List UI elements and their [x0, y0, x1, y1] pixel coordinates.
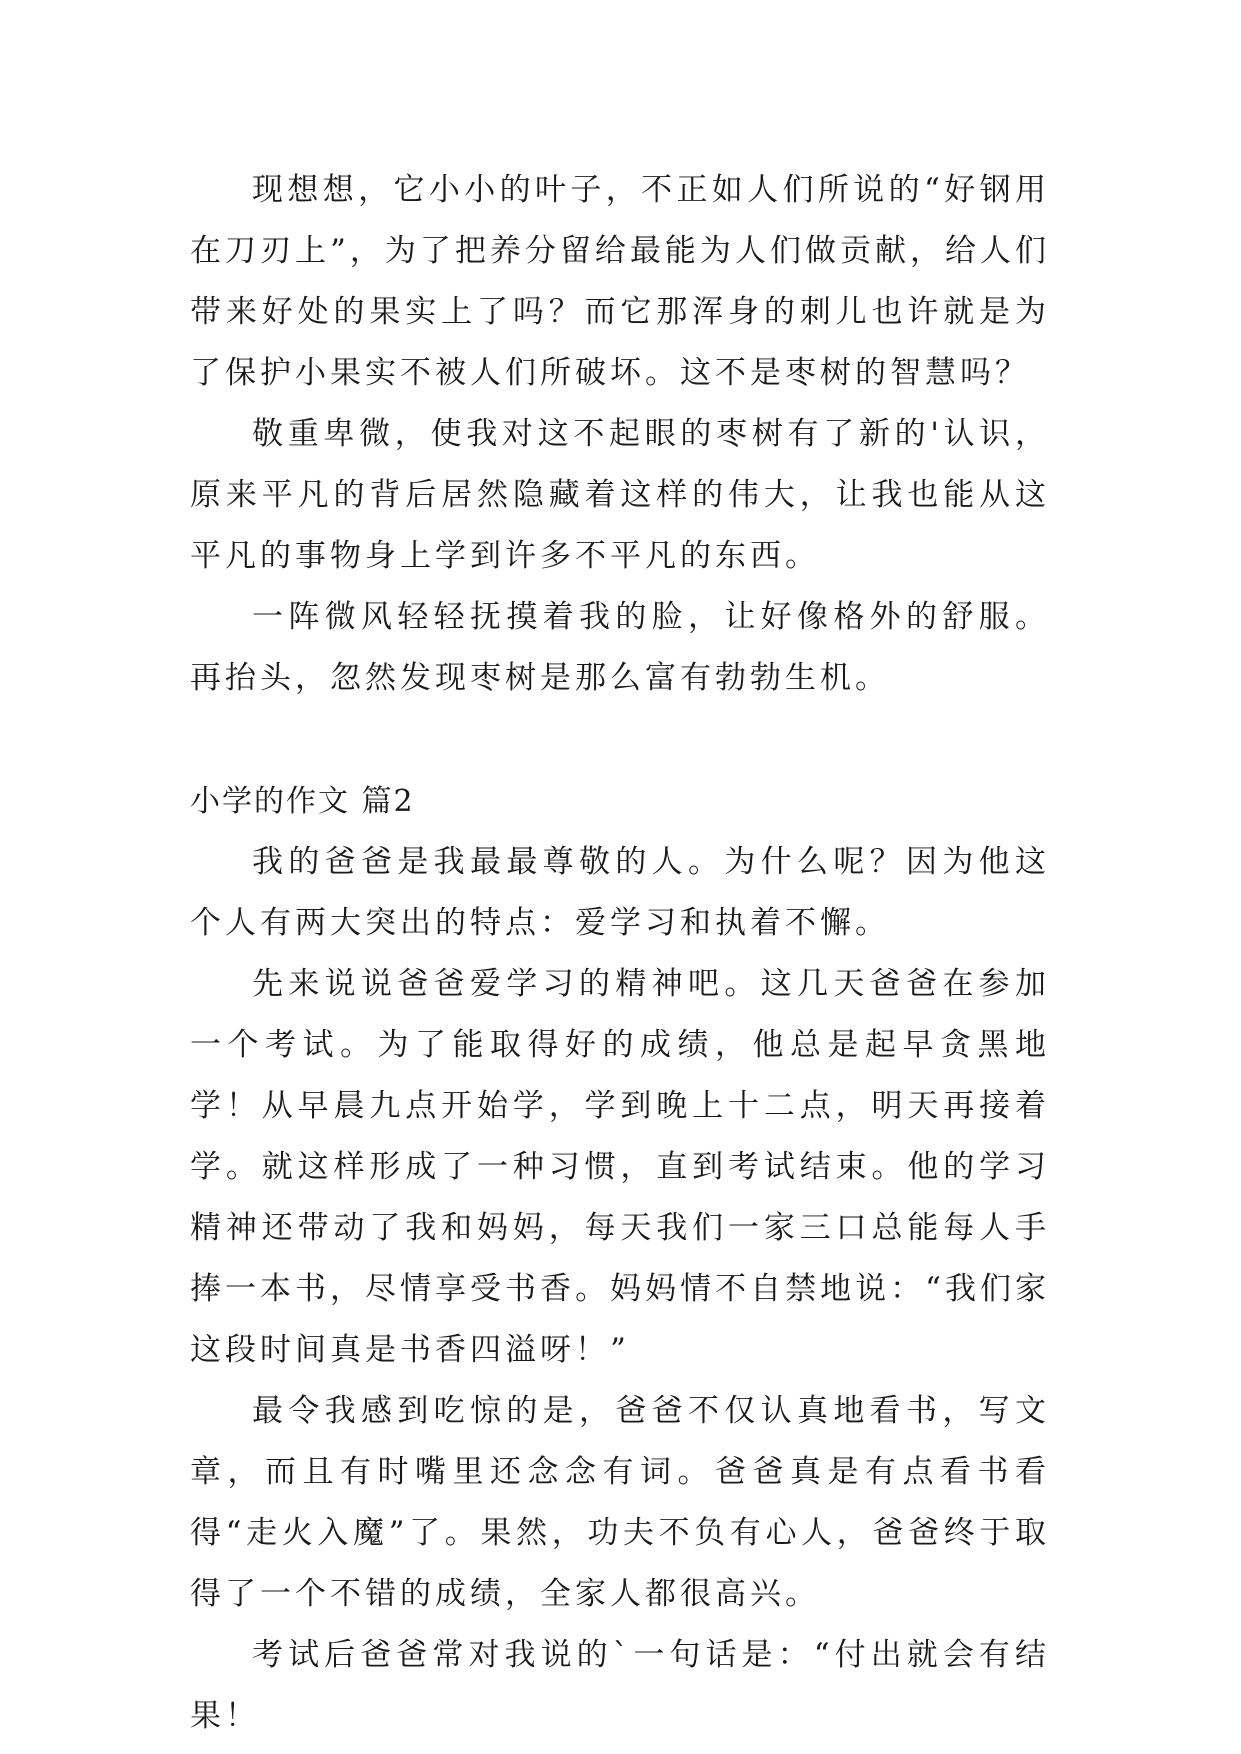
paragraph: 敬重卑微，使我对这不起眼的枣树有了新的'认识，原来平凡的背后居然隐藏着这样的伟大，让我也能从这平凡的事物身上学到许多不平凡的东西。: [190, 416, 1050, 574]
paragraph: 我的爸爸是我最最尊敬的人。为什么呢？因为他这个人有两大突出的特点：爱学习和执着不懈。: [190, 844, 1050, 941]
paragraph: 先来说说爸爸爱学习的精神吧。这几天爸爸在参加一个考试。为了能取得好的成绩，他总是起早贪黑地学！从早晨九点开始学，学到晚上十二点，明天再接着学。就这样形成了一种习惯，直到考试结束。他的学习精神还带动了我和妈妈，每天我们一家三口总能每人手捧一本书，尽情享受书香。妈妈情不自禁地说：“我们家这段时间真是书香四溢呀！”: [190, 966, 1050, 1368]
section-title: 小学的作文 篇2: [190, 784, 415, 819]
paragraph: 考试后爸爸常对我说的`一句话是：“付出就会有结果！: [190, 1637, 1050, 1734]
document-page: [190, 160, 1050, 1747]
paragraph: 最令我感到吃惊的是，爸爸不仅认真地看书，写文章，而且有时嘴里还念念有词。爸爸真是有点看书看得“走火入魔”了。果然，功夫不负有心人，爸爸终于取得了一个不错的成绩，全家人都很高兴。: [190, 1393, 1050, 1612]
paragraph: 现想想，它小小的叶子，不正如人们所说的“好钢用在刀刃上”，为了把养分留给最能为人们做贡献，给人们带来好处的果实上了吗？而它那浑身的刺儿也许就是为了保护小果实不被人们所破坏。这不是枣树的智慧吗？: [190, 172, 1050, 391]
paragraph: 一阵微风轻轻抚摸着我的脸，让好像格外的舒服。再抬头，忽然发现枣树是那么富有勃勃生机。: [190, 599, 1050, 696]
section-spacer: [190, 709, 1050, 771]
